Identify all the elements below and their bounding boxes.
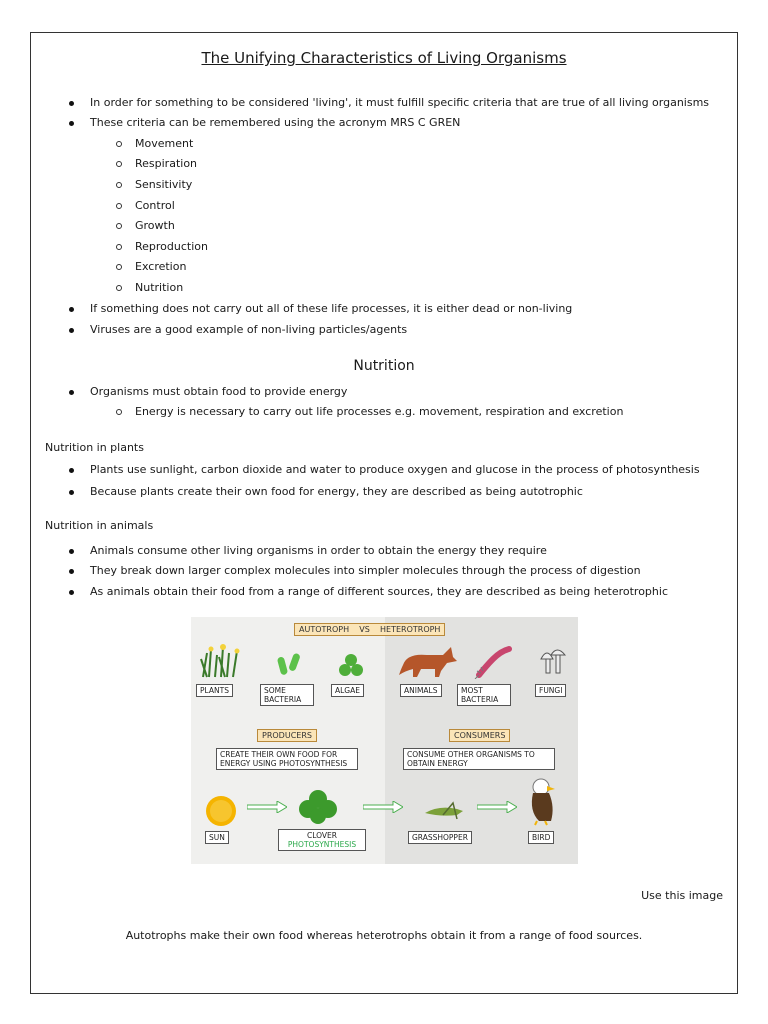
grasshopper-icon <box>423 801 465 823</box>
bullet-icon <box>69 328 74 333</box>
subheading-animals: Nutrition in animals <box>45 519 154 532</box>
consumers-description: CONSUME OTHER ORGANISMS TO OBTAIN ENERGY <box>403 748 555 770</box>
label-clover <box>278 829 366 851</box>
bullet-icon <box>69 549 74 554</box>
grass-icon <box>199 643 243 679</box>
bullet-icon <box>69 307 74 312</box>
bullet-icon <box>69 569 74 574</box>
photosynthesis-text: PHOTOSYNTHESIS <box>287 840 357 849</box>
circle-bullet-icon <box>116 203 122 209</box>
label-bird: BIRD <box>528 831 554 844</box>
mushroom-icon <box>537 645 567 679</box>
arrow-icon <box>363 801 403 813</box>
label-most-bacteria: MOST BACTERIA <box>457 684 511 706</box>
circle-bullet-icon <box>116 264 122 270</box>
circle-bullet-icon <box>116 285 122 291</box>
clover-text: CLOVER <box>307 831 337 840</box>
algae-icon <box>338 653 364 677</box>
sun-icon <box>203 793 239 829</box>
producers-description: CREATE THEIR OWN FOOD FOR ENERGY USING PHOTOSYNTHESIS <box>216 748 358 770</box>
producers-badge: PRODUCERS <box>257 729 317 742</box>
subheading-plants: Nutrition in plants <box>45 441 144 454</box>
label-some-bacteria: SOME BACTERIA <box>260 684 314 706</box>
figure-caption: Autotrophs make their own food whereas heterotrophs obtain it from a range of food sources. <box>125 929 643 942</box>
arrow-icon <box>477 801 517 813</box>
label-sun: SUN <box>205 831 229 844</box>
section-heading-nutrition: Nutrition <box>353 358 415 374</box>
label-plants: PLANTS <box>196 684 233 697</box>
fox-icon <box>397 645 459 679</box>
diagram-header: AUTOTROPH VS HETEROTROPH <box>294 623 445 636</box>
use-image-note: Use this image <box>641 889 723 902</box>
circle-bullet-icon <box>116 161 122 167</box>
circle-bullet-icon <box>116 409 122 415</box>
autotroph-heterotroph-diagram <box>191 617 578 864</box>
circle-bullet-icon <box>116 244 122 250</box>
page-title: The Unifying Characteristics of Living Organisms <box>201 49 567 67</box>
consumers-badge: CONSUMERS <box>449 729 510 742</box>
clover-icon <box>295 789 341 829</box>
label-fungi: FUNGI <box>535 684 566 697</box>
bacteria-icon <box>277 651 303 677</box>
bullet-icon <box>69 101 74 106</box>
circle-bullet-icon <box>116 141 122 147</box>
bullet-icon <box>69 468 74 473</box>
circle-bullet-icon <box>116 223 122 229</box>
arrow-icon <box>247 801 287 813</box>
bullet-icon <box>69 590 74 595</box>
label-algae: ALGAE <box>331 684 364 697</box>
bacterium-icon <box>473 645 513 679</box>
label-grasshopper: GRASSHOPPER <box>408 831 472 844</box>
bird-icon <box>525 777 563 827</box>
label-animals: ANIMALS <box>400 684 442 697</box>
bullet-icon <box>69 390 74 395</box>
bullet-icon <box>69 121 74 126</box>
bullet-icon <box>69 490 74 495</box>
circle-bullet-icon <box>116 182 122 188</box>
